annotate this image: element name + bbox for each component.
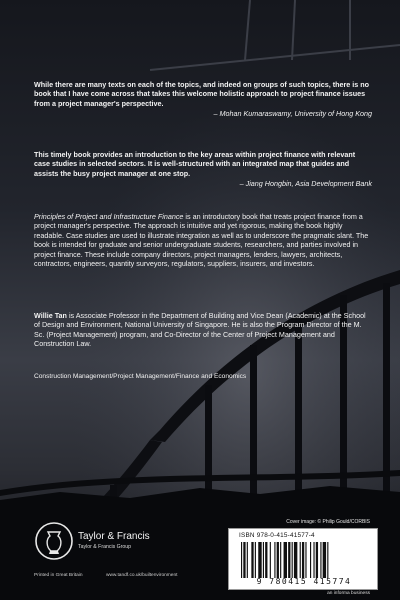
cover-image-credit: Cover image: © Philip Gould/CORBIS [286,519,370,525]
taylor-francis-urn-logo-icon [34,521,74,561]
quote-2-text: This timely book provides an introduction to the key areas within project finance with relevant case studies in selected sectors. It is well-structured with an integrated map that guides and assists the busy project manager at one stop. [34,150,356,178]
review-quote-1 [34,80,372,119]
author-bio-text: is Associate Professor in the Department of Building and Vice Dean (Academic) at the School of Design and Environment, National University of Singapore. He is also the Program Director of the M. Sc. (Project Management) program, and Co-Director of the Center of Project Management and Construction Law. [34,311,366,349]
quote-2-attribution: – Jiang Hongbin, Asia Development Bank [239,179,372,189]
publisher-url: www.tandf.co.uk/builtenvironment [106,573,178,578]
author-name: Willie Tan [34,311,67,320]
quote-1-attribution: – Mohan Kumaraswamy, University of Hong Kong [213,109,372,119]
description-body: is an introductory book that treats project finance from a project manager's perspective. The approach is intuitive and yet rigorous, making the book highly readable. Case studies are used to illustrate integration as well as to underscore the pragmatic slant. The book is intended for graduate and senior undergraduate students, researchers, and parties involved in project finance. These include company directors, project managers, lenders, lawyers, architects, contractors, engineers, quantity surveyors, regulators, suppliers, insurers, and investors. [34,212,369,269]
review-quote-2 [34,150,372,189]
informa-tagline: an informa business [327,591,370,596]
publisher-name: Taylor & Francis [78,531,150,542]
barcode-number: 9 780415 415774 [256,577,352,586]
isbn-text: ISBN 978-0-415-41577-4 [239,532,315,539]
book-description [34,212,372,268]
quote-1-text: While there are many texts on each of the topics, and indeed on groups of such topics, there is no book that I have come across that takes this welcome holistic approach to project finance issues from a project manager's perspective. [34,80,370,108]
book-title: Principles of Project and Infrastructure Finance [34,212,184,221]
author-bio [34,311,372,349]
barcode-icon [239,542,369,578]
printed-in: Printed in Great Britain [34,573,83,578]
publisher-group: Taylor & Francis Group [78,544,132,550]
subject-categories: Construction Management/Project Management/Finance and Economics [34,373,247,380]
isbn-barcode [228,528,378,590]
